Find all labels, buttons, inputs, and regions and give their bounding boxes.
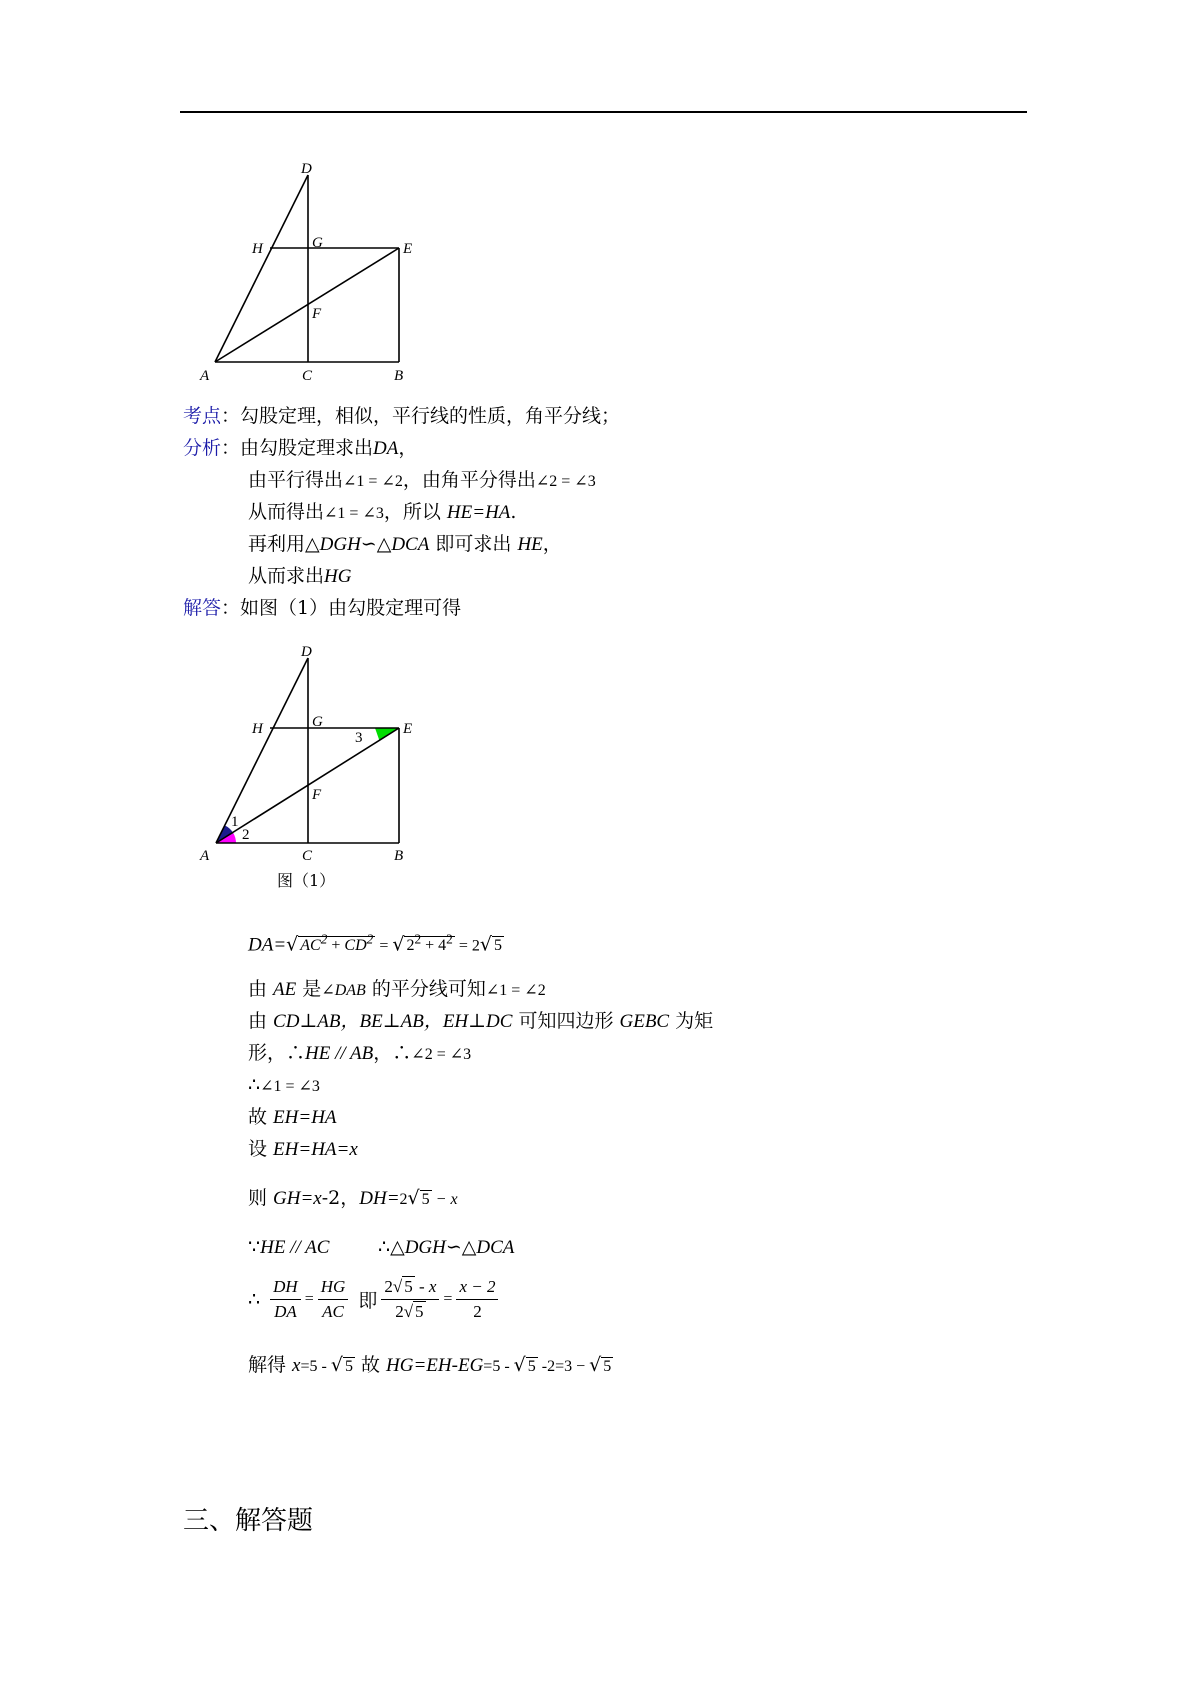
- label-E: E: [403, 721, 413, 737]
- kaodian-label: 考点: [183, 405, 222, 427]
- jieda-text: ：如图（1）由勾股定理可得: [221, 597, 462, 619]
- header-rule: [180, 111, 1027, 113]
- solution-line-7: [248, 1137, 358, 1162]
- therefore-symbol: ∴: [378, 1236, 391, 1258]
- tail: - x: [414, 1277, 437, 1296]
- solution-line-9: [248, 1235, 329, 1260]
- label-B: B: [394, 368, 404, 384]
- text: 由: [248, 1010, 274, 1032]
- var: DH=: [359, 1188, 400, 1209]
- equals-sign: =: [304, 1290, 314, 1308]
- fenxi-var: △DGH: [305, 534, 361, 555]
- term: 4: [438, 937, 447, 955]
- label-F: F: [312, 306, 322, 322]
- fraction-dh-da: [270, 1277, 301, 1322]
- label-B: B: [394, 848, 404, 864]
- label-H: H: [252, 241, 263, 257]
- solution-line-11: [248, 1353, 613, 1379]
- equals-sign: =: [443, 1290, 453, 1308]
- var: GH=x: [273, 1188, 322, 1209]
- sqrt-sign: √: [392, 933, 405, 956]
- label-A: A: [200, 368, 210, 384]
- var: HE // AC: [260, 1237, 330, 1258]
- var: − x: [431, 1191, 458, 1208]
- jieda-label: 解答: [183, 597, 222, 619]
- denominator: DA: [274, 1302, 297, 1321]
- label-D: D: [301, 161, 312, 177]
- radicand: 5: [404, 1277, 413, 1296]
- angle: ∠DAB: [321, 982, 366, 999]
- fenxi-punct: ，: [398, 437, 418, 459]
- fenxi-line-5: [248, 564, 351, 589]
- denominator: [381, 1300, 439, 1322]
- because-symbol: ∵: [248, 1236, 261, 1258]
- text: 则: [248, 1187, 274, 1209]
- exponent: 2: [446, 932, 453, 947]
- fraction-x-minus-2: [456, 1277, 498, 1322]
- equals-sign: =: [375, 937, 393, 955]
- segment-AD: [216, 658, 308, 843]
- coefficient: 2: [399, 1191, 408, 1208]
- label-G: G: [312, 235, 323, 251]
- radicand: 5: [344, 1358, 353, 1375]
- label-C: C: [302, 848, 313, 864]
- label-H: H: [252, 721, 263, 737]
- text: 为矩: [669, 1010, 714, 1032]
- fenxi-var: HE=HA: [446, 502, 511, 523]
- exponent: 2: [414, 932, 422, 947]
- fenxi-line-3: [248, 500, 516, 526]
- solution-line-3: [248, 1009, 713, 1034]
- solution-line-6: [248, 1105, 337, 1130]
- text: 的平分线可知: [365, 978, 486, 1000]
- therefore-symbol: ∴: [248, 1288, 261, 1311]
- sqrt-sign: √: [479, 933, 492, 956]
- fenxi-text: ：由勾股定理求出: [221, 437, 374, 459]
- var: EH=HA=x: [273, 1139, 358, 1160]
- equation: ∠1 = ∠2: [485, 982, 546, 999]
- text: ，∴: [373, 1042, 412, 1064]
- geometry-figure-top: [195, 158, 435, 388]
- denominator: 2: [473, 1302, 482, 1321]
- label-G: G: [312, 714, 323, 730]
- numerator: DH: [270, 1277, 301, 1300]
- fenxi-text: ，所以: [383, 501, 441, 523]
- radicand: 5: [493, 937, 502, 955]
- text: 即: [352, 1290, 378, 1312]
- angle-label-3: 3: [355, 730, 363, 746]
- equation: ∠1 = ∠3: [260, 1078, 320, 1095]
- numerator: [381, 1277, 439, 1300]
- fenxi-line-4: [248, 532, 562, 557]
- text: 故: [354, 1354, 387, 1376]
- sqrt-sign: √: [286, 933, 299, 956]
- fenxi-var: HE: [517, 534, 543, 555]
- sqrt-sign: √: [589, 1354, 602, 1376]
- solution-line-5: [248, 1073, 320, 1099]
- text: 是: [296, 978, 322, 1000]
- fenxi-var: HG: [324, 566, 352, 587]
- fenxi-label: 分析: [183, 437, 222, 459]
- angle-label-1: 1: [231, 814, 239, 830]
- da-lhs: DA=: [248, 934, 287, 956]
- fenxi-equation: ∠2 = ∠3: [535, 473, 596, 490]
- fraction-dh-da-expanded: [381, 1277, 439, 1322]
- solution-line-8: [248, 1186, 458, 1212]
- sqrt-sign: √: [403, 1302, 414, 1321]
- radicand: 5: [421, 1191, 430, 1208]
- fenxi-line-1: [183, 436, 417, 461]
- var: AE: [273, 979, 297, 1000]
- cd-term: CD: [344, 937, 367, 955]
- fenxi-text: 即可求出: [435, 533, 512, 555]
- solution-line-9b: [378, 1235, 514, 1260]
- exponent: 2: [366, 932, 374, 947]
- kaodian-line: [183, 404, 620, 428]
- fenxi-punct: .: [510, 501, 517, 523]
- term: 2: [406, 937, 415, 955]
- sqrt-sign: √: [330, 1354, 343, 1376]
- sqrt-sign: √: [407, 1187, 420, 1209]
- fenxi-line-2: [248, 468, 596, 494]
- fenxi-var: DA: [373, 438, 399, 459]
- label-E: E: [403, 241, 413, 257]
- fenxi-equation: ∠1 = ∠3: [324, 505, 384, 522]
- radicand: 5: [415, 1302, 424, 1321]
- text: 设: [248, 1138, 274, 1160]
- label-A: A: [200, 848, 210, 864]
- fenxi-text: 再利用: [248, 533, 306, 555]
- label-D: D: [301, 644, 312, 660]
- fenxi-equation: ∠1 = ∠2: [343, 473, 403, 490]
- coefficient: 2: [471, 937, 480, 955]
- var: HE // AB: [305, 1043, 374, 1064]
- sqrt-sign: √: [513, 1354, 526, 1376]
- text: 故: [248, 1106, 274, 1128]
- label-F: F: [312, 787, 322, 803]
- plus-sign: +: [421, 937, 439, 955]
- jieda-line: [183, 596, 461, 620]
- expression: =5 -: [483, 1358, 514, 1375]
- expression: =5 -: [300, 1358, 331, 1375]
- angle-label-2: 2: [242, 827, 250, 843]
- figure-caption: 图（1）: [277, 871, 336, 890]
- fraction-hg-ac: [318, 1277, 349, 1322]
- radicand: 5: [603, 1358, 612, 1375]
- text: 由: [248, 978, 274, 1000]
- plus-sign: +: [327, 937, 345, 955]
- coefficient: 2: [395, 1302, 404, 1321]
- var: CD⊥AB，BE⊥AB，EH⊥DC: [273, 1011, 513, 1032]
- kaodian-text: ：勾股定理，相似，平行线的性质，角平分线；: [221, 405, 621, 427]
- solution-line-10: [248, 1277, 502, 1322]
- fenxi-text: 由平行得出: [248, 469, 344, 491]
- coefficient: 2: [384, 1277, 393, 1296]
- text: 形，∴: [248, 1042, 306, 1064]
- numerator: HG: [318, 1277, 349, 1300]
- fenxi-text: 从而得出: [248, 501, 325, 523]
- var: x: [292, 1355, 301, 1376]
- solution-line-2: [248, 977, 546, 1003]
- radicand-1: [298, 932, 375, 955]
- ac-term: AC: [300, 937, 321, 955]
- section-heading: 三、解答题: [183, 1506, 314, 1536]
- similar-symbol: ∽: [360, 534, 377, 555]
- fenxi-punct: ，: [542, 533, 562, 555]
- radicand: 5: [527, 1358, 536, 1375]
- var: GEBC: [619, 1011, 670, 1032]
- text: 可知四边形: [512, 1010, 620, 1032]
- text: 解得: [248, 1354, 293, 1376]
- exponent: 2: [320, 932, 328, 947]
- radicand-2: [404, 932, 454, 955]
- sqrt-sign: √: [392, 1277, 403, 1296]
- numerator: x − 2: [456, 1277, 498, 1300]
- expression: -2=3 −: [537, 1358, 590, 1375]
- solution-line-da: [248, 928, 504, 958]
- fenxi-var: △DCA: [376, 534, 430, 555]
- equation: ∠2 = ∠3: [411, 1046, 472, 1063]
- equals-sign: =: [454, 937, 472, 955]
- denominator: AC: [322, 1302, 344, 1321]
- solution-line-4: [248, 1041, 471, 1067]
- label-C: C: [302, 368, 313, 384]
- geometry-figure-annotated: [195, 638, 435, 890]
- fenxi-text: 从而求出: [248, 565, 325, 587]
- var: HG=EH-EG: [386, 1355, 484, 1376]
- fenxi-text: ，由角平分得出: [402, 469, 536, 491]
- var: EH=HA: [273, 1107, 337, 1128]
- therefore-symbol: ∴: [248, 1074, 261, 1096]
- var: △DGH∽△DCA: [390, 1237, 515, 1258]
- text: -2，: [321, 1187, 360, 1209]
